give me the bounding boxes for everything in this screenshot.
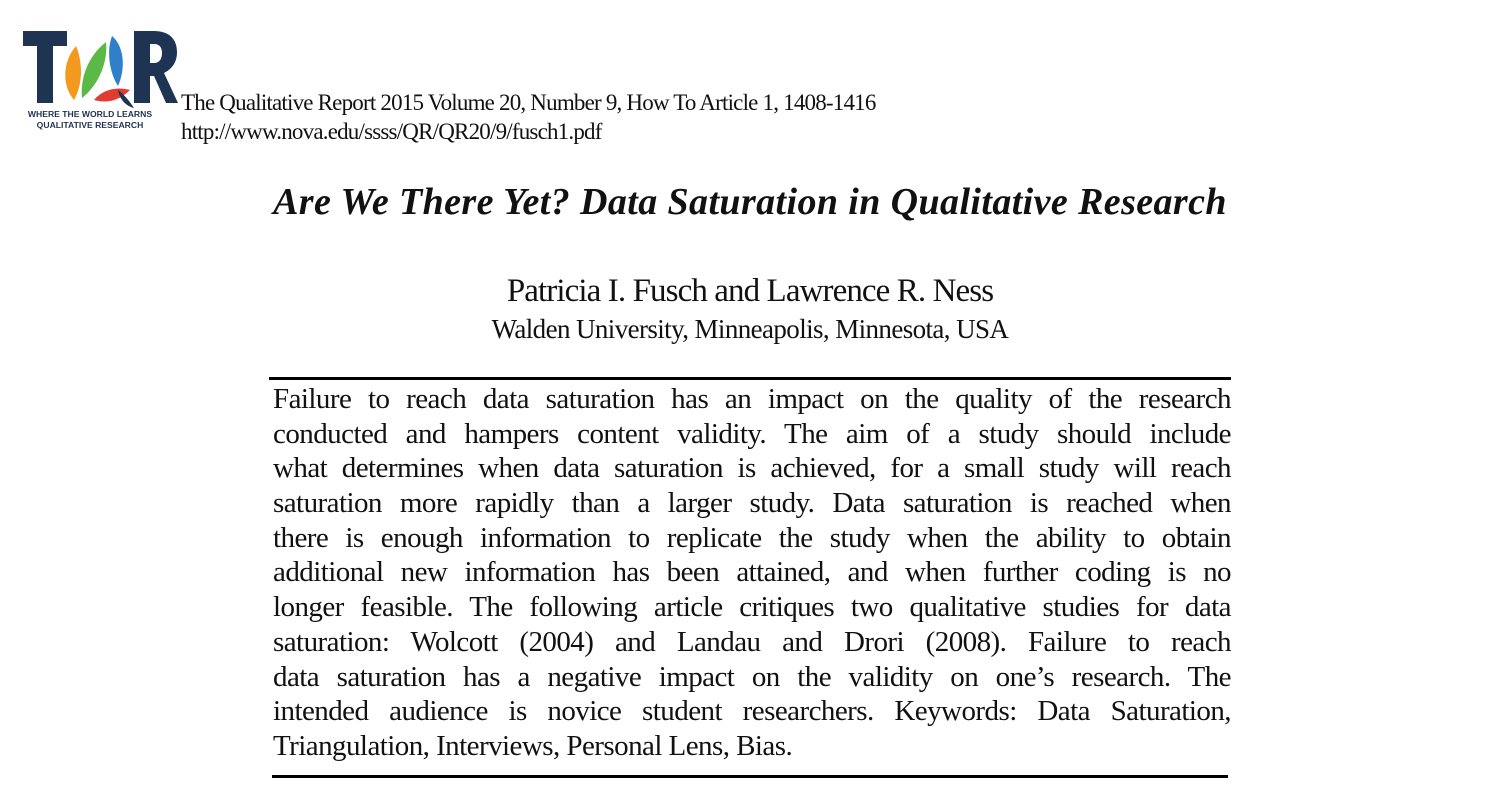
abstract-top-rule — [269, 377, 1231, 380]
logo-tagline-line2: QUALITATIVE RESEARCH — [36, 120, 144, 130]
journal-header — [181, 88, 876, 146]
abstract-line: conducted and hampers content validity. The aim of a study should include — [273, 417, 1231, 450]
abstract-line: Failure to reach data saturation has an impact on the quality of the research — [273, 383, 1231, 415]
logo-letter-t-stem — [37, 31, 53, 103]
abstract-line: what determines when data saturation is achieved, for a small study will reach — [273, 452, 1231, 485]
article-title: Are We There Yet? Data Saturation in Qualitative Research — [273, 181, 1227, 223]
abstract-line: saturation: Wolcott (2004) and Landau and Drori (2008). Failure to reach — [273, 625, 1231, 658]
logo-letter-q-leaves — [65, 36, 134, 108]
abstract-line: data saturation has a negative impact on the validity on one’s research. The — [273, 660, 1231, 693]
abstract-line: longer feasible. The following article critiques two qualitative studies for data — [273, 591, 1231, 624]
author-affiliation: Walden University, Minneapolis, Minnesota, USA — [491, 314, 1009, 344]
journal-citation: The Qualitative Report 2015 Volume 20, Number 9, How To Article 1, 1408-1416 — [181, 90, 876, 115]
abstract-line: additional new information has been attained, and when further coding is no — [273, 556, 1231, 589]
abstract-line: there is enough information to replicate the study when the ability to obtain — [273, 521, 1231, 554]
abstract-bottom-rule — [272, 775, 1228, 778]
abstract-line: Triangulation, Interviews, Personal Lens, Bias. — [273, 729, 793, 762]
abstract-line: saturation more rapidly than a larger study. Data saturation is reached when — [273, 487, 1231, 520]
article-authors: Patricia I. Fusch and Lawrence R. Ness — [506, 273, 994, 309]
journal-logo — [22, 28, 178, 136]
logo-letter-r — [134, 31, 178, 103]
abstract-line: intended audience is novice student researchers. Keywords: Data Saturation, — [273, 695, 1231, 728]
article-url[interactable]: http://www.nova.edu/ssss/QR/QR20/9/fusch1.pdf — [181, 119, 602, 144]
logo-tagline-line1: WHERE THE WORLD LEARNS — [27, 109, 153, 119]
abstract — [273, 382, 1231, 764]
